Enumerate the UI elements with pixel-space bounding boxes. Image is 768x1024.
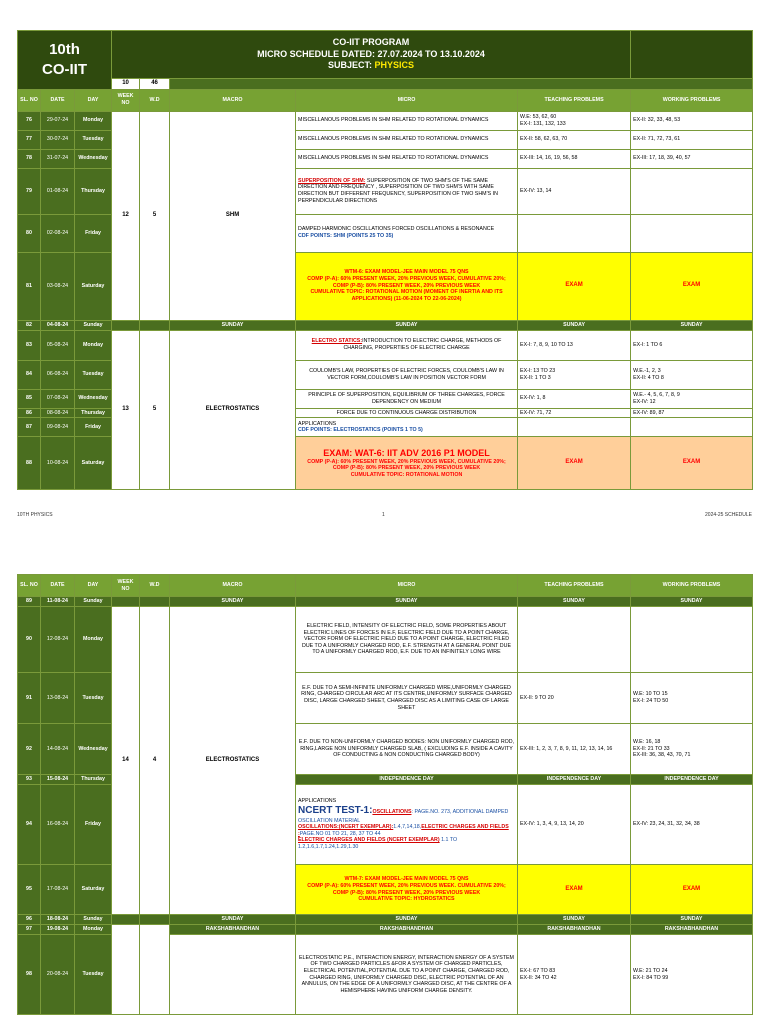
teaching-cell: EX-IV: 1, 8: [518, 389, 631, 408]
micro-cell: MISCELLANOUS PROBLEMS IN SHM RELATED TO ROTATIONAL DYNAMICS: [296, 130, 518, 149]
col-day: DAY: [75, 575, 112, 597]
exam-line: CUMULATIVE TOPIC: ROTATIONAL MOTION: [350, 472, 463, 479]
date-cell: 10-08-24: [41, 437, 75, 490]
date-cell: 30-07-24: [41, 130, 75, 149]
teaching-holiday: RAKSHABHANDHAN: [518, 925, 631, 935]
sl-cell: 87: [18, 418, 41, 437]
teaching-cell: EX-IV: 1, 3, 4, 9, 13, 14, 20: [518, 785, 631, 865]
exam-line: COMP (P-A): 60% PRESENT WEEK, 20% PREVIOUS WEEK. CUMULATIVE 20%;: [307, 882, 506, 889]
title-block: [112, 31, 631, 79]
working-cell: EX-IV: 23, 24, 31, 32, 34, 38: [631, 785, 753, 865]
sl-cell: 78: [18, 149, 41, 168]
date-cell: 16-08-24: [41, 785, 75, 865]
date-cell: 20-08-24: [41, 935, 75, 1015]
micro-text: SUPERPOSITION OF TWO SHM'S OF THE SAME DIRECTION AND FREQUENCY , SUPERPOSITION OF TWO SHM'S WITH SAME DIRECTION BUT DIFFERENT FREQUENCY, SUPERPOSITION OF TWO SHM'S IN PERPENDICULAR DIRECTIONS: [298, 177, 498, 204]
wd-count: 46: [140, 79, 170, 90]
date-cell: 11-08-24: [41, 597, 75, 607]
working-holiday: INDEPENDENCE DAY: [631, 775, 753, 785]
day-cell: Saturday: [75, 252, 112, 320]
wd-blank: [140, 320, 170, 330]
sl-cell: 97: [18, 925, 41, 935]
macro-holiday: RAKSHABHANDHAN: [170, 925, 296, 935]
working-cell: EX-III: 17, 18, 39, 40, 57: [631, 149, 753, 168]
micro-text: APPLICATIONS: [298, 420, 337, 427]
working-exam: EXAM: [631, 437, 753, 490]
macro-sunday: SUNDAY: [170, 320, 296, 330]
macro-sunday: SUNDAY: [170, 597, 296, 607]
teaching-cell: EX-IV: 71, 72: [518, 408, 631, 418]
working-holiday: RAKSHABHANDHAN: [631, 925, 753, 935]
micro-text: 1.4,7,14,18,: [393, 824, 422, 831]
working-cell: EX-IV: 89, 87: [631, 408, 753, 418]
col-micro: MICRO: [296, 89, 518, 111]
footer-page-number: 1: [382, 512, 385, 518]
col-working: WORKING PROBLEMS: [631, 575, 753, 597]
micro-cell: ELECTROSTATIC P.E., INTERACTION ENERGY, INTERACTION ENERGY OF A SYSTEM OF TWO CHARGED PARTICLES &FOR A SYSTEM OF CHARGED PARTICLES, ELECTRICAL POTENTIAL,POTENTIAL DUE TO A POINT CHARGE, CHARGED ROD, CHARGED RING, UNIFORMLY CHARGED DISC, ELECTRIC POTENTIAL OF AN ANNULUS, ON THE EDGE OF A UNIFORMLY CHARGED DISC, AT THE CENTRE OF A HEMISPHERE HAVING UNIFORM CHARGE DENSITY.: [296, 935, 518, 1015]
teaching-cell: EX-II: 9 TO 20: [518, 673, 631, 724]
wd-blank: [140, 925, 170, 1015]
grade-label: 10th: [49, 41, 80, 59]
day-cell: Monday: [75, 330, 112, 360]
date-cell: 17-08-24: [41, 865, 75, 915]
applications-label: APPLICATIONS: [298, 798, 337, 805]
micro-cell: E.F. DUE TO A SEMI-INFINITE UNIFORMLY CHARGED WIRE,UNIFORMLY CHARGED RING, CHARGED CIRCULAR ARC AT ITS CENTRE,UNIFORMLY SURFACE CHARGED DISC, LARGE CHARGED SHEET, CHARGED DISC AS A LIMITING CASE OF LARGE SHEET: [296, 673, 518, 724]
col-sl: SL. NO: [18, 89, 41, 111]
topic-link[interactable]: SUPERPOSITION OF SHM:: [298, 177, 366, 184]
sunday-row: [18, 915, 753, 925]
exam-title: EXAM: WAT-6: IIT ADV 2016 P1 MODEL: [323, 447, 490, 458]
header-blank: [631, 31, 753, 79]
schedule-title: MICRO SCHEDULE DATED: 27.07.2024 TO 13.10.2024: [257, 48, 485, 59]
day-cell: Thursday: [75, 775, 112, 785]
day-cell: Tuesday: [75, 935, 112, 1015]
working-cell: [631, 214, 753, 252]
electric-charges-exemplar-link[interactable]: ELECTRIC CHARGES AND FIELDS (NCERT EXEMPLAR): [298, 837, 440, 844]
day-cell: Sunday: [75, 597, 112, 607]
week-cell: 13: [112, 330, 140, 490]
col-week: WEEK NO: [112, 575, 140, 597]
cdf-points: CDF POINTS: ELECTROSTATICS (POINTS 1 TO 5): [298, 427, 423, 434]
micro-cell: [296, 330, 518, 360]
working-sunday: SUNDAY: [631, 915, 753, 925]
micro-sunday: SUNDAY: [296, 597, 518, 607]
micro-cell: [296, 214, 518, 252]
sl-cell: 83: [18, 330, 41, 360]
teaching-cell: EX-III: 14, 16, 19, 56, 58: [518, 149, 631, 168]
macro-sunday: SUNDAY: [170, 915, 296, 925]
holiday-row: [18, 925, 753, 935]
day-cell: Wednesday: [75, 724, 112, 775]
exam-line: COMP (P-A): 60% PRESENT WEEK, 20% PREVIOUS WEEK, CUMULATIVE 20%;: [307, 458, 506, 465]
day-cell: Wednesday: [75, 389, 112, 408]
macro-cell: ELECTROSTATICS: [170, 330, 296, 490]
date-cell: 02-08-24: [41, 214, 75, 252]
sl-cell: 96: [18, 915, 41, 925]
sl-cell: 94: [18, 785, 41, 865]
week-count: 10: [112, 79, 140, 90]
sl-cell: 80: [18, 214, 41, 252]
exam-line: COMP (P-B): 80% PRESENT WEEK, 20% PREVIOUS WEEK: [332, 465, 481, 472]
day-cell: Friday: [75, 785, 112, 865]
micro-cell: [296, 418, 518, 437]
col-week: WEEK NO: [112, 89, 140, 111]
col-date: DATE: [41, 89, 75, 111]
micro-text: DAMPED HARMONIC OSCILLATIONS FORCED OSCILLATIONS & RESONANCE: [298, 226, 495, 233]
date-cell: 05-08-24: [41, 330, 75, 360]
teaching-cell: EX-I: 67 TO 83 EX-II: 34 TO 42: [518, 935, 631, 1015]
micro-text: 1.1 TO 1.2,1.6,1.7,1.24,1.29,1.30: [298, 837, 458, 850]
week-blank: [112, 925, 140, 1015]
exam-details: [296, 252, 518, 320]
teaching-sunday: SUNDAY: [518, 915, 631, 925]
day-cell: Tuesday: [75, 673, 112, 724]
col-macro: MACRO: [170, 89, 296, 111]
schedule-table-page1: [17, 30, 753, 490]
exam-line: CUMULATIVE TOPIC: HYDROSTATICS: [358, 896, 455, 903]
sl-cell: 81: [18, 252, 41, 320]
teaching-cell: EX-I: 7, 8, 9, 10 TO 13: [518, 330, 631, 360]
micro-cell: E.F. DUE TO NON-UNIFORMLY CHARGED BODIES: NON UNIFORMLY CHARGED ROD, RING,LARGE NON UNIFORMLY CHARGED SLAB, ( EXCLUDING E.F. INSIDE A CAVITY OF CONDUCTING & NON CONDUCTING CHARGED BODY): [296, 724, 518, 775]
footer-right: 2024-25 SCHEDULE: [705, 512, 752, 518]
exam-line: WTM-7: EXAM MODEL-JEE MAIN MODEL 75 QNS: [344, 876, 469, 883]
sl-cell: 85: [18, 389, 41, 408]
working-sunday: SUNDAY: [631, 597, 753, 607]
day-cell: Sunday: [75, 320, 112, 330]
day-cell: Sunday: [75, 915, 112, 925]
micro-text: PAGE.NO 01 TO 21, 28, 37 TO 44: [299, 830, 381, 837]
col-wd: W.D: [140, 89, 170, 111]
col-teaching: TEACHING PROBLEMS: [518, 575, 631, 597]
working-cell: [631, 418, 753, 437]
sl-cell: 98: [18, 935, 41, 1015]
col-wd: W.D: [140, 575, 170, 597]
teaching-cell: EX-II: 58, 62, 63, 70: [518, 130, 631, 149]
date-cell: 08-08-24: [41, 408, 75, 418]
day-cell: Thursday: [75, 408, 112, 418]
subject-value: PHYSICS: [374, 60, 415, 71]
wd-cell: 5: [140, 111, 170, 320]
sl-cell: 84: [18, 360, 41, 389]
exam-line: COMP (P-A): 60% PRESENT WEEK, 20% PREVIOUS WEEK, CUMULATIVE 20%;: [307, 276, 506, 283]
day-cell: Tuesday: [75, 130, 112, 149]
teaching-sunday: SUNDAY: [518, 320, 631, 330]
date-cell: 06-08-24: [41, 360, 75, 389]
date-cell: 09-08-24: [41, 418, 75, 437]
date-cell: 03-08-24: [41, 252, 75, 320]
day-cell: Saturday: [75, 865, 112, 915]
program-title: CO-IIT PROGRAM: [332, 36, 410, 47]
cdf-points: CDF POINTS: SHM (POINTS 25 TO 35): [298, 233, 394, 239]
micro-cell: FORCE DUE TO CONTINUOUS CHARGE DISTRIBUTION: [296, 408, 518, 418]
teaching-exam: EXAM: [518, 252, 631, 320]
working-cell: EX-I: 1 TO 6: [631, 330, 753, 360]
sl-cell: 77: [18, 130, 41, 149]
teaching-holiday: INDEPENDENCE DAY: [518, 775, 631, 785]
micro-text: INTRODUCTION TO ELECTRIC CHARGE, METHODS OF CHARGING, PROPERTIES OF ELECTRIC CHARGE: [343, 338, 502, 351]
working-cell: [631, 168, 753, 214]
oscillations-link[interactable]: OSCILLATIONS: [372, 809, 412, 816]
teaching-exam: EXAM: [518, 865, 631, 915]
topic-link[interactable]: ELECTRO STATICS:: [311, 338, 363, 345]
working-cell: W.E: 16, 18 EX-II: 21 TO 33 EX-III: 36, 38, 43, 70, 71: [631, 724, 753, 775]
day-cell: Monday: [75, 111, 112, 130]
date-cell: 01-08-24: [41, 168, 75, 214]
sl-cell: 82: [18, 320, 41, 330]
sl-cell: 93: [18, 775, 41, 785]
subject-label: SUBJECT:: [328, 60, 375, 71]
micro-cell: MISCELLANOUS PROBLEMS IN SHM RELATED TO ROTATIONAL DYNAMICS: [296, 111, 518, 130]
col-day: DAY: [75, 89, 112, 111]
date-cell: 04-08-24: [41, 320, 75, 330]
working-exam: EXAM: [631, 252, 753, 320]
micro-holiday: INDEPENDENCE DAY: [296, 775, 518, 785]
date-cell: 31-07-24: [41, 149, 75, 168]
day-cell: Wednesday: [75, 149, 112, 168]
macro-cell: ELECTROSTATICS: [170, 607, 296, 915]
day-cell: Monday: [75, 925, 112, 935]
working-cell: W.E.-1, 2, 3 EX-II: 4 TO 8: [631, 360, 753, 389]
teaching-cell: EX-III: 1, 2, 3, 7, 8, 9, 11, 12, 13, 14, 16: [518, 724, 631, 775]
program-short-label: CO-IIT: [42, 60, 88, 78]
table-row: [18, 330, 753, 360]
day-cell: Monday: [75, 607, 112, 673]
wd-blank: [140, 597, 170, 607]
ncert-test-title: NCERT TEST-1:: [298, 805, 373, 817]
teaching-sunday: SUNDAY: [518, 597, 631, 607]
exam-line: WTM-6: EXAM MODEL-JEE MAIN MODEL 75 QNS: [344, 269, 469, 276]
macro-cell: SHM: [170, 111, 296, 320]
col-working: WORKING PROBLEMS: [631, 89, 753, 111]
sl-cell: 91: [18, 673, 41, 724]
exam-details: [296, 865, 518, 915]
teaching-cell: [518, 418, 631, 437]
date-cell: 15-08-24: [41, 775, 75, 785]
sl-cell: 90: [18, 607, 41, 673]
oscillations-exemplar-link[interactable]: OSCILLATIONS:(NCERT EXEMPLAR):: [298, 824, 394, 831]
week-blank: [112, 320, 140, 330]
col-teaching: TEACHING PROBLEMS: [518, 89, 631, 111]
footer-left: 10TH PHYSICS: [17, 512, 53, 518]
header-bar: [170, 79, 753, 90]
micro-cell: [296, 785, 518, 865]
electric-charges-link[interactable]: ELECTRIC CHARGES AND FIELDS :: [298, 824, 509, 837]
col-sl: SL. NO: [18, 575, 41, 597]
schedule-table-page2: [17, 574, 753, 1015]
micro-sunday: SUNDAY: [296, 915, 518, 925]
micro-cell: ELECTRIC FIELD, INTENSITY OF ELECTRIC FIELD, SOME PROPERTIES ABOUT ELECTRIC LINES OF FORCES IN E.F, ELECTRIC FIELD DUE TO A POINT CHARGE, VECTOR FORM OF ELECTRIC FIELD DUE TO A POINT CHARGE, ELECTRIC FILED DUE TO A UNIFORMLY CHARGED ROD, E.F. STRENGTH AT A GENERAL POINT DUE TO A UNIFORMLY CHARGED ROD, E.F. DUE TO AN INFINITELY LONG WIRE: [296, 607, 518, 673]
date-cell: 14-08-24: [41, 724, 75, 775]
teaching-cell: [518, 214, 631, 252]
day-cell: Tuesday: [75, 360, 112, 389]
table-row: [18, 111, 753, 130]
micro-cell: [296, 168, 518, 214]
working-exam: EXAM: [631, 865, 753, 915]
sl-cell: 88: [18, 437, 41, 490]
date-cell: 07-08-24: [41, 389, 75, 408]
teaching-cell: W.E: 53, 62, 60 EX-I: 131, 132, 133: [518, 111, 631, 130]
sl-cell: 79: [18, 168, 41, 214]
teaching-exam: EXAM: [518, 437, 631, 490]
micro-holiday: RAKSHABHANDHAN: [296, 925, 518, 935]
day-cell: Friday: [75, 214, 112, 252]
sl-cell: 92: [18, 724, 41, 775]
micro-cell: PRINCIPLE OF SUPERPOSITION, EQUILIBRIUM OF THREE CHARGES, FORCE DEPENDENCY ON MEDIUM: [296, 389, 518, 408]
sunday-row: [18, 597, 753, 607]
micro-sunday: SUNDAY: [296, 320, 518, 330]
teaching-cell: [518, 607, 631, 673]
working-cell: [631, 607, 753, 673]
working-cell: W.E: 21 TO 24 EX-I: 84 TO 99: [631, 935, 753, 1015]
col-macro: MACRO: [170, 575, 296, 597]
teaching-cell: EX-I: 13 TO 23 EX-II: 1 TO 3: [518, 360, 631, 389]
table-row: [18, 607, 753, 673]
working-cell: W.E.- 4, 5, 6, 7, 8, 9 EX-IV: 12: [631, 389, 753, 408]
col-micro: MICRO: [296, 575, 518, 597]
sl-cell: 89: [18, 597, 41, 607]
date-cell: 19-08-24: [41, 925, 75, 935]
col-date: DATE: [41, 575, 75, 597]
teaching-cell: EX-IV: 13, 14: [518, 168, 631, 214]
date-cell: 12-08-24: [41, 607, 75, 673]
week-cell: 12: [112, 111, 140, 320]
exam-line: CUMULATIVE TOPIC: ROTATIONAL MOTION (MOMENT OF INERTIA AND ITS APPLICATIONS) (11-06-2024 TO 22-06-2024): [310, 289, 503, 302]
working-sunday: SUNDAY: [631, 320, 753, 330]
week-blank: [112, 597, 140, 607]
day-cell: Friday: [75, 418, 112, 437]
micro-cell: MISCELLANOUS PROBLEMS IN SHM RELATED TO ROTATIONAL DYNAMICS: [296, 149, 518, 168]
wd-blank: [140, 915, 170, 925]
working-cell: W.E: 10 TO 15 EX-I: 24 TO 50: [631, 673, 753, 724]
sl-cell: 95: [18, 865, 41, 915]
sl-cell: 76: [18, 111, 41, 130]
exam-line: COMP (P-B): 80% PRESENT WEEK, 20% PREVIOUS WEEK: [332, 282, 481, 289]
micro-cell: COULOMB'S LAW, PROPERTIES OF ELECTRIC FORCES, COULOMB'S LAW IN VECTOR FORM,COULOMB'S LAW IN POSITION VECTOR FORM: [296, 360, 518, 389]
macro-blank: [170, 935, 296, 1015]
week-cell: 14: [112, 607, 140, 915]
exam-line: COMP (P-B): 80% PRESENT WEEK, 20% PREVIOUS WEEK: [332, 889, 481, 896]
day-cell: Saturday: [75, 437, 112, 490]
sl-cell: 86: [18, 408, 41, 418]
wd-cell: 5: [140, 330, 170, 490]
micro-text: : PAGE.NO. 273, ADDITIONAL DAMPED OSCILLATION MATERIAL: [298, 809, 509, 824]
subject-title: [114, 60, 628, 72]
working-cell: EX-II: 71, 72, 73, 61: [631, 130, 753, 149]
working-cell: EX-II: 32, 33, 48, 53: [631, 111, 753, 130]
day-cell: Thursday: [75, 168, 112, 214]
date-cell: 18-08-24: [41, 915, 75, 925]
date-cell: 13-08-24: [41, 673, 75, 724]
exam-details: [296, 437, 518, 490]
wd-cell: 4: [140, 607, 170, 915]
date-cell: 29-07-24: [41, 111, 75, 130]
sunday-row: [18, 320, 753, 330]
program-badge: [18, 31, 112, 90]
week-blank: [112, 915, 140, 925]
